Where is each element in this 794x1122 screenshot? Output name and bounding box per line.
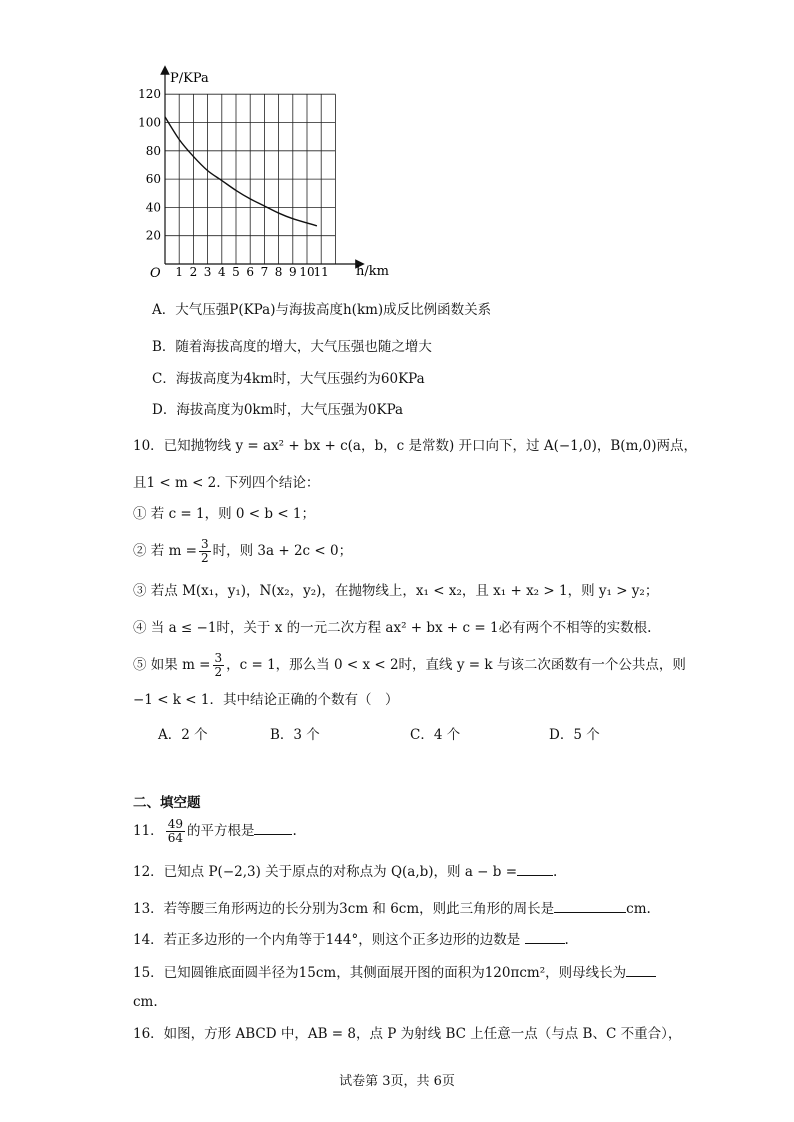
page-footer: 试卷第 3页，共 6页 — [339, 1074, 455, 1089]
q14: 14．若正多边形的一个内角等于144°，则这个正多边形的边数是 . — [133, 929, 569, 950]
x-tick-label: 4 — [217, 265, 226, 279]
q10-line2: 且1 < m < 2. 下列四个结论： — [133, 475, 320, 491]
q10-c5-pre: ⑤ 如果 m = — [133, 657, 211, 673]
section-heading: 二、填空题 — [133, 795, 201, 811]
q10-c2-post: 时，则 3a + 2c < 0； — [212, 543, 353, 559]
y-tick-label: 40 — [145, 200, 161, 215]
q10-conclusion-3: ③ 若点 M(x₁，y₁)，N(x₂，y₂)，在抛物线上，x₁ < x₂，且 x₁ + x₂ > 1，则 y₁ > y₂； — [133, 583, 659, 599]
q13: 13．若等腰三角形两边的长分别为3cm 和 6cm，则此三角形的周长是 cm. — [133, 898, 651, 919]
x-tick-label: 9 — [288, 265, 297, 279]
x-tick-label: 10 — [299, 265, 315, 279]
pressure-curve — [165, 117, 317, 226]
x-tick-label: 7 — [260, 265, 269, 279]
q11: 11． $\frac{49}{64}$ 的平方根是 . — [133, 817, 297, 845]
q10-conclusion-5-cont: −1 < k < 1．其中结论正确的个数有（ ） — [133, 692, 399, 708]
q11-answer-blank[interactable] — [254, 820, 292, 835]
q9-option-b: B．随着海拔高度的增大，大气压强也随之增大 — [152, 339, 432, 355]
q16: 16．如图，方形 ABCD 中，AB = 8，点 P 为射线 BC 上任意一点（与点 B、C 不重合）， — [133, 1026, 682, 1042]
q10-c2-fraction: $\frac{3}{2}$ — [201, 537, 209, 565]
q10-c5-fraction: $\frac{3}{2}$ — [214, 651, 223, 679]
q10-conclusion-1: ① 若 c = 1，则 0 < b < 1； — [133, 506, 316, 522]
x-tick-label: 8 — [274, 265, 283, 279]
x-tick-label: 11 — [313, 265, 329, 279]
q10-conclusion-4: ④ 当 a ≤ −1时，关于 x 的一元二次方程 ax² + bx + c = 1必有两个不相等的实数根. — [133, 620, 652, 636]
q10-choice-a: A．2 个 — [158, 727, 208, 743]
x-tick-label: 5 — [232, 265, 240, 279]
q15: 15．已知圆锥底面圆半径为15cm，其侧面展开图的面积为120πcm²，则母线长为 — [133, 962, 656, 983]
q14-answer-blank[interactable] — [525, 929, 565, 944]
x-tick-label: 3 — [203, 265, 212, 279]
y-tick-label: 20 — [145, 228, 161, 243]
origin-label: O — [150, 266, 161, 281]
q13-answer-blank[interactable] — [554, 898, 626, 913]
y-tick-label: 80 — [145, 143, 161, 158]
q9-option-a: A．大气压强P(KPa)与海拔高度h(km)成反比例函数关系 — [152, 302, 492, 318]
q15-cont: cm. — [133, 994, 158, 1010]
x-tick-label: 2 — [189, 265, 198, 279]
y-tick-label: 100 — [138, 115, 161, 130]
x-axis-label: h/km — [356, 264, 389, 279]
q9-option-c: C．海拔高度为4km时，大气压强约为60KPa — [152, 371, 425, 387]
y-tick-label: 60 — [145, 172, 161, 187]
y-tick-label: 120 — [138, 87, 161, 102]
x-tick-label: 1 — [175, 265, 184, 279]
q10-c5-post: ，c = 1，那么当 0 < x < 2时，直线 y = k 与该二次函数有一个公共点，则 — [226, 657, 686, 673]
q12: 12．已知点 P(−2,3) 关于原点的对称点为 Q(a,b)，则 a − b = . — [133, 861, 557, 882]
q10-c2-pre: ② 若 m = — [133, 543, 197, 559]
q12-answer-blank[interactable] — [517, 861, 553, 876]
q11-fraction: $\frac{49}{64}$ — [167, 817, 183, 845]
q10-choice-d: D．5 个 — [549, 727, 600, 743]
x-tick-label: 6 — [246, 265, 255, 279]
q10-conclusion-5 — [133, 652, 686, 679]
pressure-altitude-chart — [0, 0, 794, 300]
y-axis-label: P/KPa — [170, 71, 209, 86]
q10-choice-b: B．3 个 — [270, 727, 320, 743]
q10-line1: 10．已知抛物线 y = ax² + bx + c(a，b，c 是常数) 开口向下，过 A(−1,0)，B(m,0)两点， — [133, 438, 698, 454]
q10-conclusion-2 — [133, 538, 352, 565]
q10-choice-c: C．4 个 — [410, 727, 461, 743]
q15-answer-blank[interactable] — [626, 962, 656, 977]
q9-option-d: D．海拔高度为0km时，大气压强为0KPa — [152, 402, 404, 418]
chart-grid — [165, 94, 335, 264]
